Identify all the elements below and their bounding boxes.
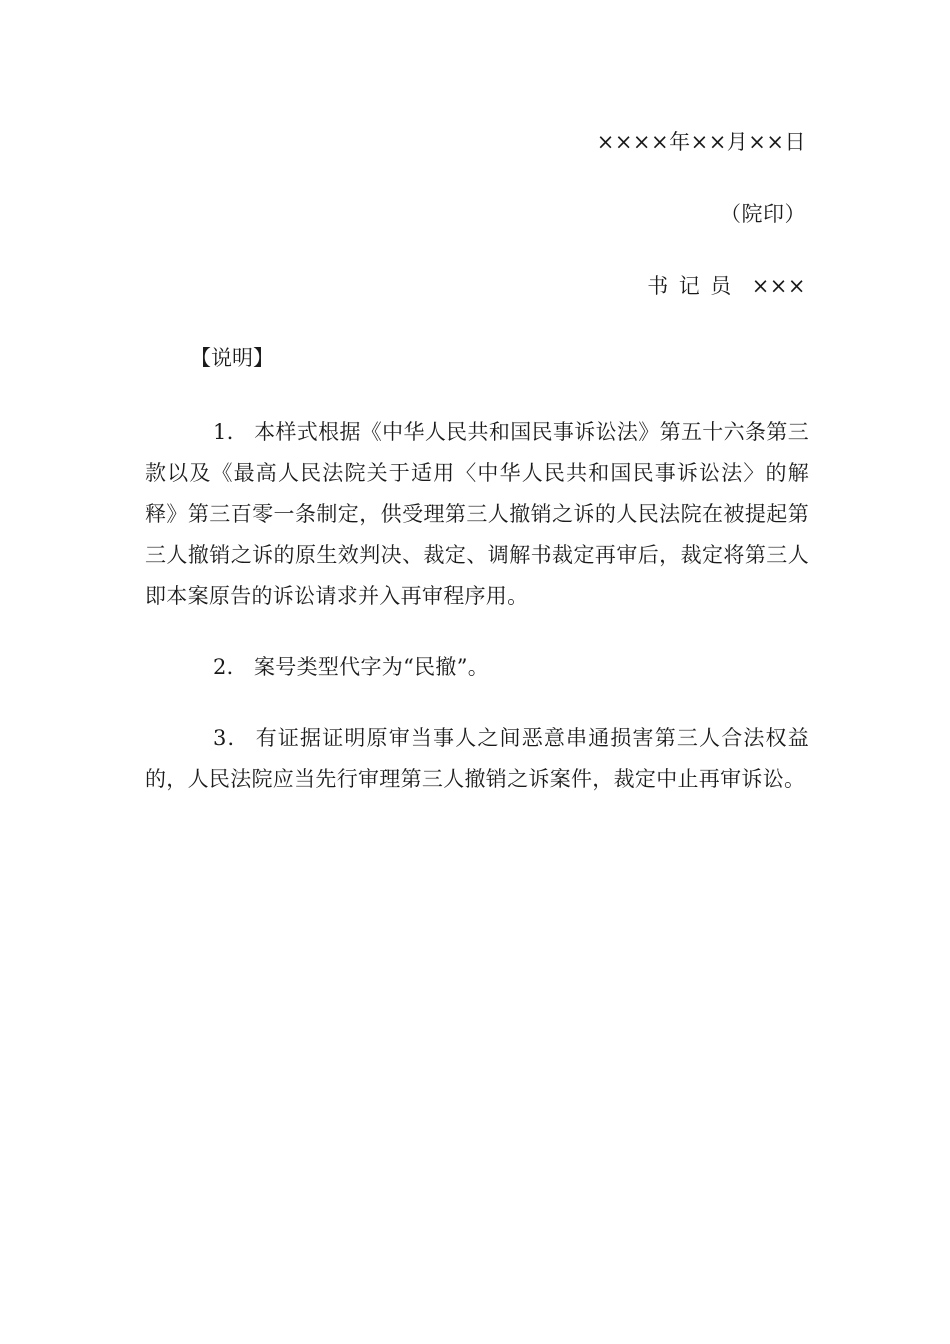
note-number: 3．: [213, 726, 250, 750]
note-text: 有证据证明原审当事人之间恶意串通损害第三人合法权益的，人民法院应当先行审理第三人撤销之诉案件，裁定中止再审诉讼。: [145, 726, 809, 791]
clerk-name: ×××: [751, 274, 806, 298]
note-text: 本样式根据《中华人民共和国民事诉讼法》第五十六条第三款以及《最高人民法院关于适用〈中华人民共和国民事诉讼法〉的解释》第三百零一条制定，供受理第三人撤销之诉的人民法院在被提起第三人撤销之诉的原生效判决、裁定、调解书裁定再审后，裁定将第三人即本案原告的诉讼请求并入再审程序用。: [145, 420, 809, 608]
note-item: [145, 718, 809, 800]
clerk-signature: [647, 272, 806, 300]
signature-date: ××××年××月××日: [596, 130, 806, 154]
note-text: 案号类型代字为“民撤”。: [253, 655, 490, 679]
explanation-notes: [145, 412, 809, 830]
clerk-label-char: 记: [678, 274, 701, 298]
note-item: [145, 647, 809, 688]
clerk-label-char: 员: [710, 274, 732, 298]
clerk-label-char: 书: [647, 274, 669, 298]
note-number: 2．: [213, 655, 248, 679]
note-item: [145, 412, 809, 617]
note-number: 1．: [213, 420, 249, 444]
court-seal-placeholder: （院印）: [720, 202, 806, 226]
explanation-heading: 【说明】: [190, 346, 274, 370]
